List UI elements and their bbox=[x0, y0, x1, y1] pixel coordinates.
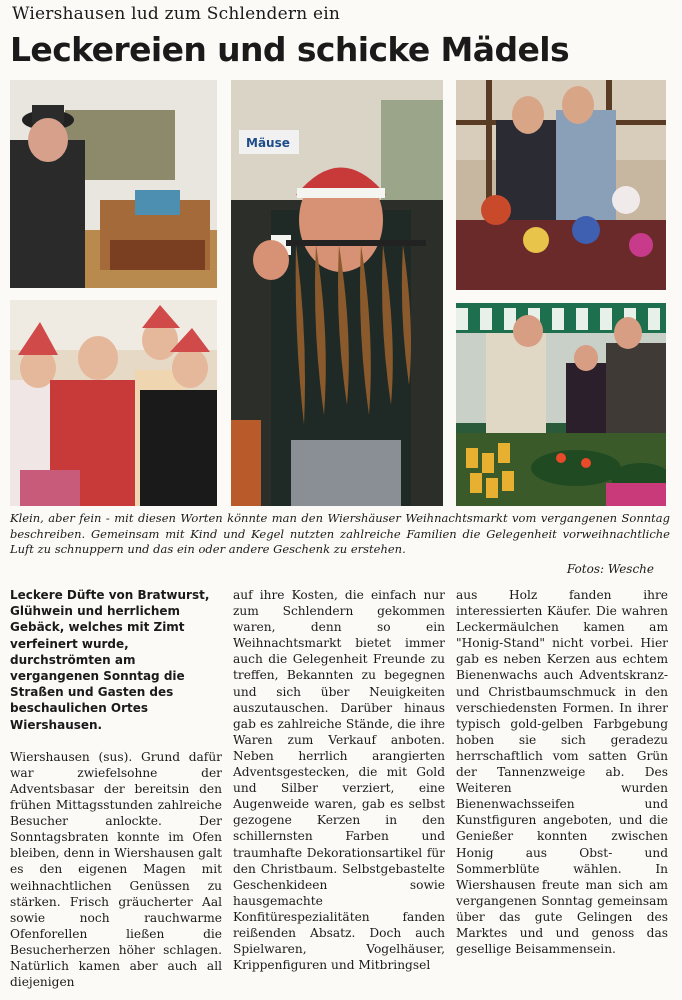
stand-sign-text: Mäuse bbox=[246, 136, 290, 150]
article-body-col2: auf ihre Kosten, die einfach nur zum Schlendern gekommen waren, denn so ein Weihnachtsmarkt bietet immer auch die Gelegenheit Freunde zu treffen, Bekannten zu begegnen und sich über Neuigkeiten auszutauschen. Darüber hinaus gab es zahlreiche Stände, die ihre Waren zum Verkauf anboten. Neben herrlich arangierten Adventsgestecken, die mit Gold und Silber verziert, eine Augenweide waren, gab es selbst gezogene Kerzen in den schillernsten Farben und traumhafte Dekorationsartikel für den Christbaum. Selbstgebastelte Geschenkideen sowie hausgemachte Konfitürespezialitäten fanden reißenden Absatz. Doch auch Spielwaren, Vogelhäuser, Krippenfiguren und Mitbringsel bbox=[233, 588, 445, 973]
article-body-col3: aus Holz fanden ihre interessierten Käufer. Die wahren Leckermäulchen kamen am "Honig-Stand" nicht vorbei. Hier gab es neben Kerzen aus echtem Bienenwachs auch Adventskranz- und Christbaumschmuck in den verschiedensten Formen. In ihrer typisch gold-gelben Farbgebung hoben sie sich geradezu herrschaftlich vom satten Grün der Tannenzweige ab. Des Weiteren wurden Bienenwachsseifen und Kunstfiguren angeboten, und die Genießer konnten zwischen Honig aus Obst- und Sommerblüte wählen. In Wiershausen freute man sich am vergangenen Sonntag gemeinsam über das gute Gelingen des Marktes und und genoss das gesellige Beisammensein. bbox=[456, 588, 668, 957]
article-column-1 bbox=[10, 587, 222, 990]
article-kicker: Wiershausen lud zum Schlendern ein bbox=[12, 4, 341, 24]
article-lead: Leckere Düfte von Bratwurst, Glühwein und herrlichem Gebäck, welches mit Zimt verfeinert wurde, durchströmten am vergangenen Sonntag die Straßen und Gasten des beschaulichen Ortes Wiershausen. bbox=[10, 588, 210, 732]
article-column-2 bbox=[233, 587, 445, 973]
photo-girls-with-santa-hats bbox=[10, 300, 217, 506]
photo-honey-stand bbox=[456, 303, 666, 506]
photo-wooden-toys-stand bbox=[10, 80, 217, 288]
article-column-3 bbox=[456, 587, 668, 957]
article-headline: Leckereien und schicke Mädels bbox=[10, 30, 570, 69]
photo-caption: Klein, aber fein - mit diesen Worten könnte man den Wiershäuser Weihnachtsmarkt vom vergangenen Sonntag beschreiben. Gemeinsam mit Kind und Kegel nutzten zahlreiche Familien die Gelegenheit vorweihnachtliche Luft zu schnuppern und das ein oder andere Geschenk zu erstehen. bbox=[10, 511, 670, 556]
article-body-col1: Wiershausen (sus). Grund dafür war zwiefelsohne der Adventsbasar der bereitsin den frühen Mittagsstunden zahlreiche Besucher anlockte. Der Sonntagsbraten konnte im Ofen bleiben, denn in Wiershausen galt es den eigenen Magen mit weihnachtlichen Genüssen zu stärken. Frisch gräucherter Aal sowie noch rauchwarme Ofenforellen ließen die Besucherherzen höher schlagen. Natürlich kamen aber auch all diejenigen bbox=[10, 749, 222, 990]
photo-credit: Fotos: Wesche bbox=[566, 562, 654, 576]
photo-man-with-smoked-fish bbox=[231, 80, 443, 506]
photo-two-women-crafts-stand bbox=[456, 80, 666, 290]
